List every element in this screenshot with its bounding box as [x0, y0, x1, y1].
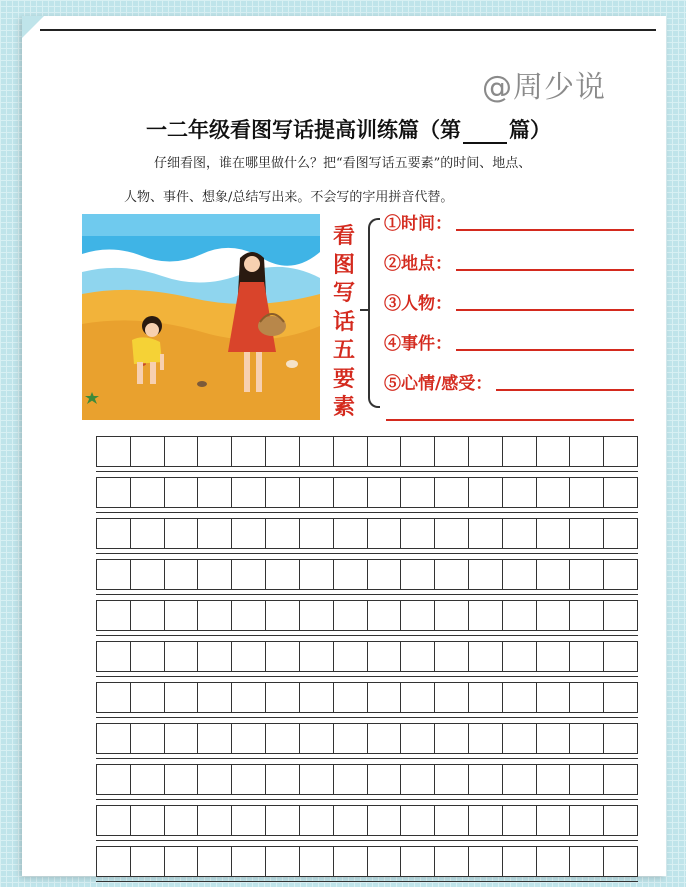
writing-cell[interactable]	[368, 724, 402, 753]
writing-cell[interactable]	[469, 724, 503, 753]
writing-cell[interactable]	[368, 806, 402, 835]
writing-cell[interactable]	[300, 806, 334, 835]
writing-cell[interactable]	[435, 642, 469, 671]
writing-cell[interactable]	[131, 642, 165, 671]
writing-cell[interactable]	[401, 806, 435, 835]
grid-cells	[97, 642, 637, 671]
writing-cell[interactable]	[97, 519, 131, 548]
writing-cell[interactable]	[266, 847, 300, 876]
writing-cell[interactable]	[198, 806, 232, 835]
writing-cell[interactable]	[503, 601, 537, 630]
writing-cell[interactable]	[469, 560, 503, 589]
grid-cells	[97, 478, 637, 507]
writing-cell[interactable]	[435, 437, 469, 466]
writing-cell[interactable]	[570, 601, 604, 630]
writing-cell[interactable]	[570, 683, 604, 712]
element-feeling-extra-line[interactable]	[386, 419, 634, 421]
element-place-answer-line[interactable]	[456, 269, 634, 271]
writing-cell[interactable]	[469, 642, 503, 671]
writing-cell[interactable]	[334, 601, 368, 630]
writing-cell[interactable]	[97, 683, 131, 712]
writing-cell[interactable]	[570, 765, 604, 794]
vertical-char: 话	[332, 308, 355, 335]
writing-cell[interactable]	[469, 806, 503, 835]
writing-cell[interactable]	[97, 437, 131, 466]
writing-cell[interactable]	[165, 437, 199, 466]
writing-cell[interactable]	[165, 519, 199, 548]
grid-cells	[97, 765, 637, 794]
writing-cell[interactable]	[537, 806, 571, 835]
element-event-label: ④事件：	[384, 334, 452, 354]
writing-cell[interactable]	[97, 806, 131, 835]
writing-cell[interactable]	[537, 724, 571, 753]
writing-cell[interactable]	[266, 560, 300, 589]
writing-cell[interactable]	[503, 847, 537, 876]
writing-cell[interactable]	[300, 642, 334, 671]
writing-cell[interactable]	[232, 601, 266, 630]
writing-cell[interactable]	[266, 806, 300, 835]
writing-cell[interactable]	[604, 478, 637, 507]
grid-cells	[97, 847, 637, 876]
writing-cell[interactable]	[368, 847, 402, 876]
writing-cell[interactable]	[198, 765, 232, 794]
writing-cell[interactable]	[368, 642, 402, 671]
writing-cell[interactable]	[401, 683, 435, 712]
writing-cell[interactable]	[266, 765, 300, 794]
element-event-row	[384, 330, 634, 354]
grid-row	[96, 641, 638, 672]
writing-cell[interactable]	[198, 560, 232, 589]
writing-cell[interactable]	[368, 765, 402, 794]
grid-cells	[97, 683, 637, 712]
top-rule	[40, 29, 656, 31]
shell	[197, 381, 207, 387]
writing-cell[interactable]	[131, 806, 165, 835]
element-feeling-label: ⑤心情/感受：	[384, 374, 493, 394]
grid-cells	[97, 437, 637, 466]
writing-cell[interactable]	[232, 478, 266, 507]
worksheet-title	[146, 114, 551, 144]
writing-cell[interactable]	[570, 806, 604, 835]
writing-cell[interactable]	[266, 478, 300, 507]
writing-cell[interactable]	[165, 765, 199, 794]
writing-cell[interactable]	[266, 724, 300, 753]
writing-cell[interactable]	[232, 806, 266, 835]
writing-cell[interactable]	[165, 806, 199, 835]
writing-cell[interactable]	[570, 560, 604, 589]
writing-cell[interactable]	[435, 765, 469, 794]
writing-cell[interactable]	[469, 847, 503, 876]
element-feeling-answer-line[interactable]	[496, 389, 634, 391]
grid-row	[96, 477, 638, 508]
writing-cell[interactable]	[266, 601, 300, 630]
writing-cell[interactable]	[198, 642, 232, 671]
writing-cell[interactable]	[131, 724, 165, 753]
writing-cell[interactable]	[266, 437, 300, 466]
writing-cell[interactable]	[401, 519, 435, 548]
writing-cell[interactable]	[232, 683, 266, 712]
writing-cell[interactable]	[503, 683, 537, 712]
writing-cell[interactable]	[165, 683, 199, 712]
writing-cell[interactable]	[232, 642, 266, 671]
title-suffix: 篇）	[509, 117, 551, 142]
writing-cell[interactable]	[604, 642, 637, 671]
writing-cell[interactable]	[165, 478, 199, 507]
writing-cell[interactable]	[537, 642, 571, 671]
writing-grid	[96, 436, 638, 887]
writing-cell[interactable]	[334, 519, 368, 548]
title-number-blank[interactable]	[463, 122, 507, 144]
paper-folded-corner	[22, 16, 44, 38]
vertical-char: 素	[332, 394, 355, 420]
tall-girl-face	[244, 256, 260, 272]
grid-cells	[97, 601, 637, 630]
writing-cell[interactable]	[334, 478, 368, 507]
writing-cell[interactable]	[435, 478, 469, 507]
writing-cell[interactable]	[503, 437, 537, 466]
grid-cells	[97, 560, 637, 589]
writing-cell[interactable]	[232, 519, 266, 548]
writing-cell[interactable]	[604, 806, 637, 835]
tall-girl-leg	[256, 352, 262, 392]
small-girl-leg	[150, 362, 156, 384]
title-prefix: 一二年级看图写话提高训练篇（第	[146, 117, 461, 142]
writing-cell[interactable]	[232, 437, 266, 466]
grid-cells	[97, 806, 637, 835]
writing-cell[interactable]	[165, 601, 199, 630]
element-people-row	[384, 290, 634, 314]
vertical-char: 看	[332, 223, 355, 249]
writing-cell[interactable]	[537, 437, 571, 466]
writing-cell[interactable]	[300, 847, 334, 876]
writing-cell[interactable]	[165, 560, 199, 589]
writing-cell[interactable]	[198, 683, 232, 712]
writing-cell[interactable]	[570, 847, 604, 876]
grid-row	[96, 682, 638, 713]
shell	[286, 360, 298, 368]
writing-cell[interactable]	[503, 642, 537, 671]
writing-cell[interactable]	[570, 478, 604, 507]
writing-cell[interactable]	[401, 765, 435, 794]
writing-cell[interactable]	[435, 683, 469, 712]
writing-cell[interactable]	[537, 847, 571, 876]
writing-cell[interactable]	[604, 601, 637, 630]
writing-cell[interactable]	[334, 847, 368, 876]
writing-cell[interactable]	[334, 806, 368, 835]
writing-cell[interactable]	[503, 519, 537, 548]
writing-cell[interactable]	[604, 724, 637, 753]
writing-cell[interactable]	[469, 683, 503, 712]
writing-cell[interactable]	[368, 437, 402, 466]
writing-cell[interactable]	[469, 519, 503, 548]
writing-cell[interactable]	[469, 437, 503, 466]
writing-cell[interactable]	[97, 560, 131, 589]
writing-cell[interactable]	[604, 560, 637, 589]
sky	[82, 214, 320, 236]
element-time-answer-line[interactable]	[456, 229, 634, 231]
writing-cell[interactable]	[604, 683, 637, 712]
writing-cell[interactable]	[300, 765, 334, 794]
small-girl-shirt	[132, 337, 162, 364]
vertical-char: 五	[332, 337, 355, 363]
writing-cell[interactable]	[300, 601, 334, 630]
vertical-char: 写	[332, 280, 355, 306]
writing-cell[interactable]	[469, 601, 503, 630]
writing-cell[interactable]	[300, 560, 334, 589]
writing-cell[interactable]	[537, 560, 571, 589]
writing-cell[interactable]	[198, 478, 232, 507]
writing-cell[interactable]	[131, 847, 165, 876]
writing-cell[interactable]	[232, 560, 266, 589]
writing-cell[interactable]	[131, 437, 165, 466]
writing-cell[interactable]	[198, 601, 232, 630]
grid-row	[96, 805, 638, 836]
writing-cell[interactable]	[131, 560, 165, 589]
small-girl-face	[145, 323, 159, 337]
writing-cell[interactable]	[97, 847, 131, 876]
writing-cell[interactable]	[401, 560, 435, 589]
writing-cell[interactable]	[334, 560, 368, 589]
writing-cell[interactable]	[435, 519, 469, 548]
writing-cell[interactable]	[537, 601, 571, 630]
writing-cell[interactable]	[368, 560, 402, 589]
writing-cell[interactable]	[469, 765, 503, 794]
element-time-row	[384, 210, 634, 234]
writing-cell[interactable]	[266, 642, 300, 671]
writing-cell[interactable]	[537, 519, 571, 548]
writing-cell[interactable]	[435, 724, 469, 753]
writing-cell[interactable]	[165, 847, 199, 876]
writing-cell[interactable]	[198, 437, 232, 466]
writing-cell[interactable]	[232, 847, 266, 876]
writing-cell[interactable]	[570, 724, 604, 753]
watermark: @周少说	[482, 70, 606, 105]
writing-cell[interactable]	[334, 642, 368, 671]
element-event-answer-line[interactable]	[456, 349, 634, 351]
writing-cell[interactable]	[198, 519, 232, 548]
instruction-line-2: 人物、事件、想象/总结写出来。不会写的字用拼音代替。	[124, 190, 454, 205]
beach-scene-svg	[82, 214, 320, 420]
grid-cells	[97, 519, 637, 548]
writing-cell[interactable]	[537, 478, 571, 507]
writing-cell[interactable]	[368, 601, 402, 630]
writing-cell[interactable]	[604, 847, 637, 876]
grid-row	[96, 764, 638, 795]
writing-cell[interactable]	[300, 724, 334, 753]
writing-cell[interactable]	[401, 642, 435, 671]
writing-cell[interactable]	[198, 847, 232, 876]
writing-cell[interactable]	[131, 683, 165, 712]
instruction-line-1: 仔细看图，谁在哪里做什么？把“看图写话五要素”的时间、地点、	[154, 156, 532, 171]
writing-cell[interactable]	[570, 642, 604, 671]
writing-cell[interactable]	[570, 437, 604, 466]
writing-cell[interactable]	[97, 478, 131, 507]
writing-cell[interactable]	[368, 519, 402, 548]
writing-cell[interactable]	[198, 724, 232, 753]
writing-cell[interactable]	[131, 765, 165, 794]
writing-cell[interactable]	[503, 765, 537, 794]
writing-cell[interactable]	[537, 765, 571, 794]
writing-cell[interactable]	[570, 519, 604, 548]
writing-cell[interactable]	[435, 847, 469, 876]
writing-cell[interactable]	[401, 478, 435, 507]
writing-cell[interactable]	[131, 478, 165, 507]
writing-cell[interactable]	[232, 765, 266, 794]
grid-row	[96, 518, 638, 549]
grid-row	[96, 600, 638, 631]
writing-cell[interactable]	[131, 519, 165, 548]
writing-cell[interactable]	[368, 683, 402, 712]
writing-cell[interactable]	[300, 478, 334, 507]
writing-cell[interactable]	[97, 642, 131, 671]
writing-cell[interactable]	[604, 437, 637, 466]
writing-cell[interactable]	[435, 806, 469, 835]
grid-row	[96, 436, 638, 467]
tall-girl-leg	[244, 352, 250, 392]
writing-cell[interactable]	[334, 724, 368, 753]
writing-cell[interactable]	[435, 601, 469, 630]
writing-cell[interactable]	[401, 847, 435, 876]
vertical-char: 要	[332, 365, 355, 392]
grid-row	[96, 723, 638, 754]
writing-cell[interactable]	[165, 724, 199, 753]
grid-row	[96, 559, 638, 590]
writing-cell[interactable]	[503, 724, 537, 753]
writing-cell[interactable]	[435, 560, 469, 589]
writing-cell[interactable]	[232, 724, 266, 753]
writing-cell[interactable]	[503, 478, 537, 507]
writing-cell[interactable]	[334, 437, 368, 466]
writing-cell[interactable]	[97, 765, 131, 794]
writing-cell[interactable]	[368, 478, 402, 507]
writing-cell[interactable]	[604, 765, 637, 794]
brace-tip	[360, 309, 368, 311]
writing-cell[interactable]	[97, 601, 131, 630]
element-place-label: ②地点：	[384, 254, 452, 274]
small-girl-arm	[160, 354, 164, 370]
writing-cell[interactable]	[300, 683, 334, 712]
element-place-row	[384, 250, 634, 274]
writing-cell[interactable]	[97, 724, 131, 753]
grid-row	[96, 846, 638, 877]
writing-cell[interactable]	[503, 806, 537, 835]
element-people-label: ③人物：	[384, 294, 452, 314]
writing-cell[interactable]	[266, 519, 300, 548]
beach-illustration	[82, 214, 320, 420]
writing-cell[interactable]	[469, 478, 503, 507]
writing-cell[interactable]	[401, 437, 435, 466]
grid-cells	[97, 724, 637, 753]
small-girl-leg	[137, 362, 143, 384]
writing-cell[interactable]	[604, 519, 637, 548]
element-feeling-row	[384, 370, 634, 394]
vertical-char: 图	[332, 251, 355, 278]
writing-cell[interactable]	[401, 601, 435, 630]
brace-bracket	[368, 218, 380, 408]
writing-cell[interactable]	[503, 560, 537, 589]
writing-cell[interactable]	[334, 683, 368, 712]
element-people-answer-line[interactable]	[456, 309, 634, 311]
writing-cell[interactable]	[334, 765, 368, 794]
writing-cell[interactable]	[131, 601, 165, 630]
writing-cell[interactable]	[401, 724, 435, 753]
element-time-label: ①时间：	[384, 214, 452, 234]
writing-cell[interactable]	[537, 683, 571, 712]
five-elements-vertical-label	[330, 222, 358, 422]
writing-cell[interactable]	[165, 642, 199, 671]
writing-cell[interactable]	[300, 519, 334, 548]
writing-cell[interactable]	[300, 437, 334, 466]
writing-cell[interactable]	[266, 683, 300, 712]
